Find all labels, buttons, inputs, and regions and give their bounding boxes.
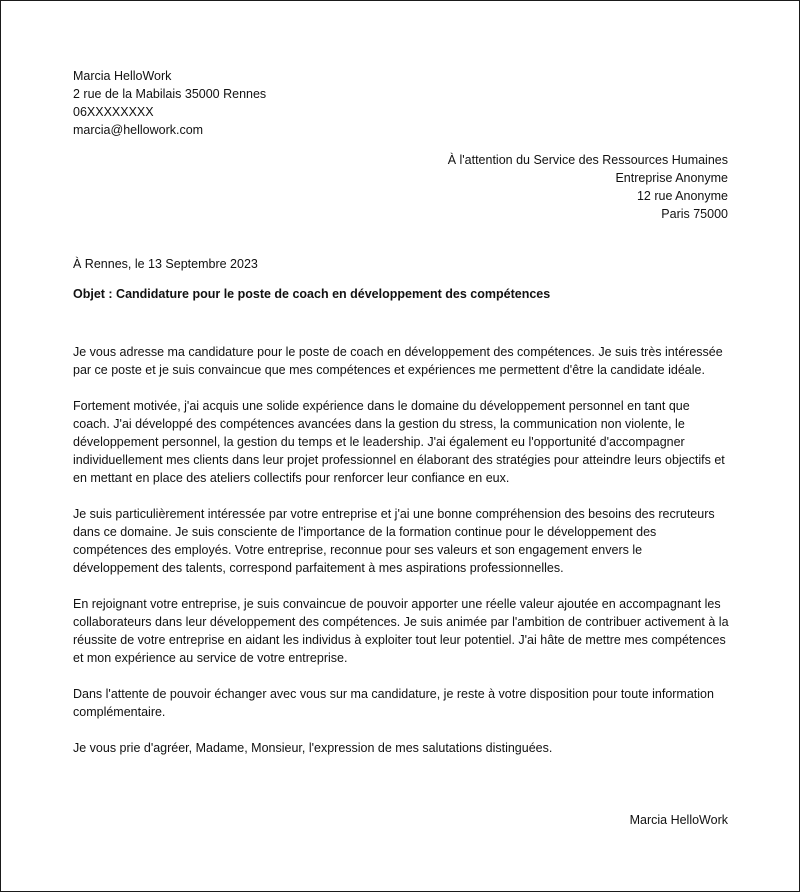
recipient-company: Entreprise Anonyme <box>615 171 728 185</box>
signature: Marcia HelloWork <box>629 813 728 827</box>
recipient-street: 12 rue Anonyme <box>636 189 728 203</box>
sender-block <box>73 67 266 139</box>
paragraph-introduction: Je vous adresse ma candidature pour le poste de coach en développement des compétences. Je suis très intéressée par ce poste et je suis convaincue que mes compétences et expériences me permettent d'être la candidate idéale. <box>73 345 723 377</box>
sender-address: 2 rue de la Mabilais 35000 Rennes <box>73 87 267 101</box>
paragraph-availability: Dans l'attente de pouvoir échanger avec vous sur ma candidature, je reste à votre disposition pour toute information complémentaire. <box>73 687 714 719</box>
paragraph-contribution: En rejoignant votre entreprise, je suis convaincue de pouvoir apporter une réelle valeur ajoutée en accompagnant les collaborateurs dans leur développement des compétences. Je suis animée par l'ambition de contribuer activement à la réussite de votre entreprise en aidant les individus à exploiter tout leur potentiel. J'ai hâte de mettre mes compétences et mon expérience au service de votre entreprise. <box>73 597 729 665</box>
sender-phone: 06XXXXXXXX <box>73 105 154 119</box>
recipient-block <box>448 151 728 223</box>
paragraph-experience: Fortement motivée, j'ai acquis une solide expérience dans le domaine du développement personnel en tant que coach. J'ai développé des compétences avancées dans la gestion du stress, la communication non violente, le développement personnel, la gestion du temps et le leadership. J'ai également eu l'opportunité d'accompagner individuellement mes clients dans leur projet professionnel en élaborant des stratégies pour atteindre leurs objectifs et en mettant en place des ateliers collectifs pour renforcer leur confiance en eux. <box>73 399 725 485</box>
paragraph-company-interest: Je suis particulièrement intéressée par votre entreprise et j'ai une bonne compréhension des besoins des recruteurs dans ce domaine. Je suis consciente de l'importance de la formation continue pour le développement des compétences des employés. Votre entreprise, reconnue pour ses valeurs et son engagement envers le développement des talents, correspond parfaitement à mes aspirations professionnelles. <box>73 507 715 575</box>
date-line: À Rennes, le 13 Septembre 2023 <box>73 257 258 271</box>
subject-line: Objet : Candidature pour le poste de coach en développement des compétences <box>73 287 551 301</box>
sender-name: Marcia HelloWork <box>73 69 172 83</box>
recipient-city: Paris 75000 <box>661 207 728 221</box>
sender-email: marcia@hellowork.com <box>73 123 204 137</box>
recipient-attention: À l'attention du Service des Ressources Humaines <box>447 153 728 167</box>
letter-body <box>73 343 729 775</box>
paragraph-closing: Je vous prie d'agréer, Madame, Monsieur, l'expression de mes salutations distinguées. <box>73 741 553 755</box>
